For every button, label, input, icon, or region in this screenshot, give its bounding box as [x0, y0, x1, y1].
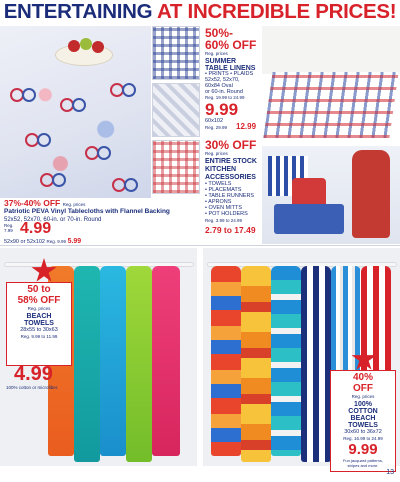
linens-reg-b: Reg. 29.99 — [205, 125, 228, 130]
title-part-2: AT INCREDIBLE PRICES! — [156, 0, 397, 23]
tablecloth-sizes: 52x52, 52x70, 60-in. or 70-in. Round — [4, 217, 102, 223]
beach-towel-blue-pattern — [271, 266, 301, 456]
beach-right-name-3: BEACH — [350, 415, 376, 422]
linens-sizes-3: or 60-in. Round — [205, 89, 243, 95]
tablecloth-headline-text: 37%-40% OFF — [4, 198, 61, 208]
beach-right-note-2: stripes and more. — [347, 463, 379, 468]
kitchen-name-1: ENTIRE STOCK — [205, 158, 257, 165]
kitchen-item: • PLACEMATS — [205, 187, 242, 193]
beach-towel-pink — [152, 266, 180, 456]
kitchen-reg-note: Reg. prices — [205, 151, 228, 156]
beach-left-headline-2: 58% OFF — [17, 295, 61, 306]
beach-right-note-1: Fun jacquard patterns, — [342, 458, 384, 463]
tablecloth-line2-reg: Reg. 9.99 — [46, 239, 67, 244]
apple — [80, 38, 92, 50]
beach-left-headline-1: 50 to — [27, 284, 51, 295]
beach-towel-green — [126, 266, 152, 462]
beach-left-reg-price: Reg. 9.99 to 11.99 — [20, 334, 58, 339]
beach-left-reg-note: Reg. prices — [27, 306, 51, 311]
linens-sizes-1: 52x52, 52x70, — [205, 77, 240, 83]
bicycle-print — [110, 81, 136, 95]
bicycle-print — [112, 176, 138, 190]
apron — [352, 150, 390, 238]
beach-right-name-4: TOWELS — [348, 422, 378, 429]
kitchen-item: • OVEN MITTS — [205, 205, 243, 211]
beach-towel-navy-stripe — [301, 266, 331, 462]
linens-name-2: TABLE LINENS — [205, 65, 256, 72]
beach-left-sizes: 28x55 to 30x63 — [20, 327, 58, 333]
tablecloth-swatch-pattern — [152, 83, 200, 137]
beach-right-headline-2: OFF — [353, 383, 373, 394]
kitchen-item: • TABLE RUNNERS — [205, 193, 255, 199]
tablecloth-line2-price: 5.99 — [67, 238, 82, 245]
kitchen-item: • POT HOLDERS — [205, 211, 248, 217]
beach-right-reg-note: Reg. prices — [351, 394, 375, 399]
beach-right-reg-price: Reg. 16.99 to 24.99 — [343, 436, 383, 441]
beach-towel-sunburst — [241, 266, 271, 462]
apple — [92, 41, 104, 53]
kitchen-headline: 30% OFF — [205, 138, 257, 152]
kitchen-item: • APRONS — [205, 199, 232, 205]
patriotic-tablecloth-photo — [0, 26, 151, 198]
kitchen-reg-price: Reg. 3.99 to 24.99 — [205, 218, 243, 223]
linens-reg-price: Reg. 19.99 to 24.99 — [205, 95, 245, 100]
bicycle-print — [25, 131, 51, 145]
tablecloth-reg-label: Reg. — [4, 223, 14, 228]
kitchen-item: • TOWELS — [205, 181, 232, 187]
linens-price-b: 12.99 — [236, 122, 257, 131]
bicycle-print — [60, 96, 86, 110]
tablecloth-swatch-red-check — [152, 140, 200, 194]
beach-right-headline-1: 40% — [352, 372, 373, 383]
beach-right-name-1: 100% — [354, 401, 372, 408]
beach-left-name-1: BEACH — [26, 313, 52, 320]
kitchen-accessories-photo — [262, 146, 400, 244]
linens-size-b: 60x102 — [205, 118, 224, 124]
tablecloth-reg-price: 7.99 — [4, 228, 13, 233]
bicycle-print — [85, 144, 111, 158]
beach-right-name-2: COTTON — [348, 408, 378, 415]
beach-left-name-2: TOWELS — [24, 320, 54, 327]
linens-headline-2: 60% OFF — [205, 38, 257, 52]
linens-reg-note: Reg. prices — [205, 51, 228, 56]
beach-towel-price-badge-left — [6, 282, 72, 366]
linens-bullets: • PRINTS • PLAIDS — [205, 71, 254, 77]
title-part-1: ENTERTAINING — [3, 0, 157, 23]
placemat — [274, 204, 344, 234]
tablecloth-headline — [4, 199, 85, 208]
beach-right-sale-price: 9.99 — [348, 441, 378, 458]
apple — [68, 40, 80, 52]
section-divider — [0, 245, 400, 246]
bicycle-print — [10, 86, 36, 100]
kitchen-name-2: KITCHEN — [205, 166, 237, 173]
kitchen-name-3: ACCESSORIES — [205, 174, 256, 181]
beach-left-note: 100% cotton or microfiber. — [6, 385, 59, 390]
beach-right-sizes: 30x60 to 36x72 — [344, 429, 382, 435]
tablecloth-swatch-blue-check — [152, 26, 200, 80]
linens-sizes-2: 60x84 Oval — [205, 83, 233, 89]
beach-towel-blue — [100, 266, 126, 456]
tablecloth-sale-price: 4.99 — [20, 220, 52, 237]
plaid-tablecloth — [263, 72, 398, 138]
linens-headline-1: 50%- — [205, 26, 234, 40]
page-number: 13 — [386, 469, 394, 476]
linens-sale-price: 9.99 — [205, 100, 239, 119]
bicycle-print — [40, 171, 66, 185]
linens-name-1: SUMMER — [205, 58, 237, 65]
summer-table-photo — [262, 26, 400, 146]
beach-left-sale-price: 4.99 — [14, 363, 53, 385]
kitchen-sale-price: 2.79 to 17.49 — [205, 225, 256, 235]
tablecloth-line2-sizes: 52x90 or 52x102 — [4, 239, 45, 245]
page-title — [0, 0, 400, 24]
beach-towel-patterned — [211, 266, 241, 456]
beach-towel-teal — [74, 266, 100, 462]
tablecloth-reg-note: Reg. prices — [62, 202, 86, 207]
beach-towel-price-badge-right — [330, 370, 396, 472]
tablecloth-name: Patriotic PEVA Vinyl Tablecloths with Flannel Backing — [4, 208, 170, 215]
